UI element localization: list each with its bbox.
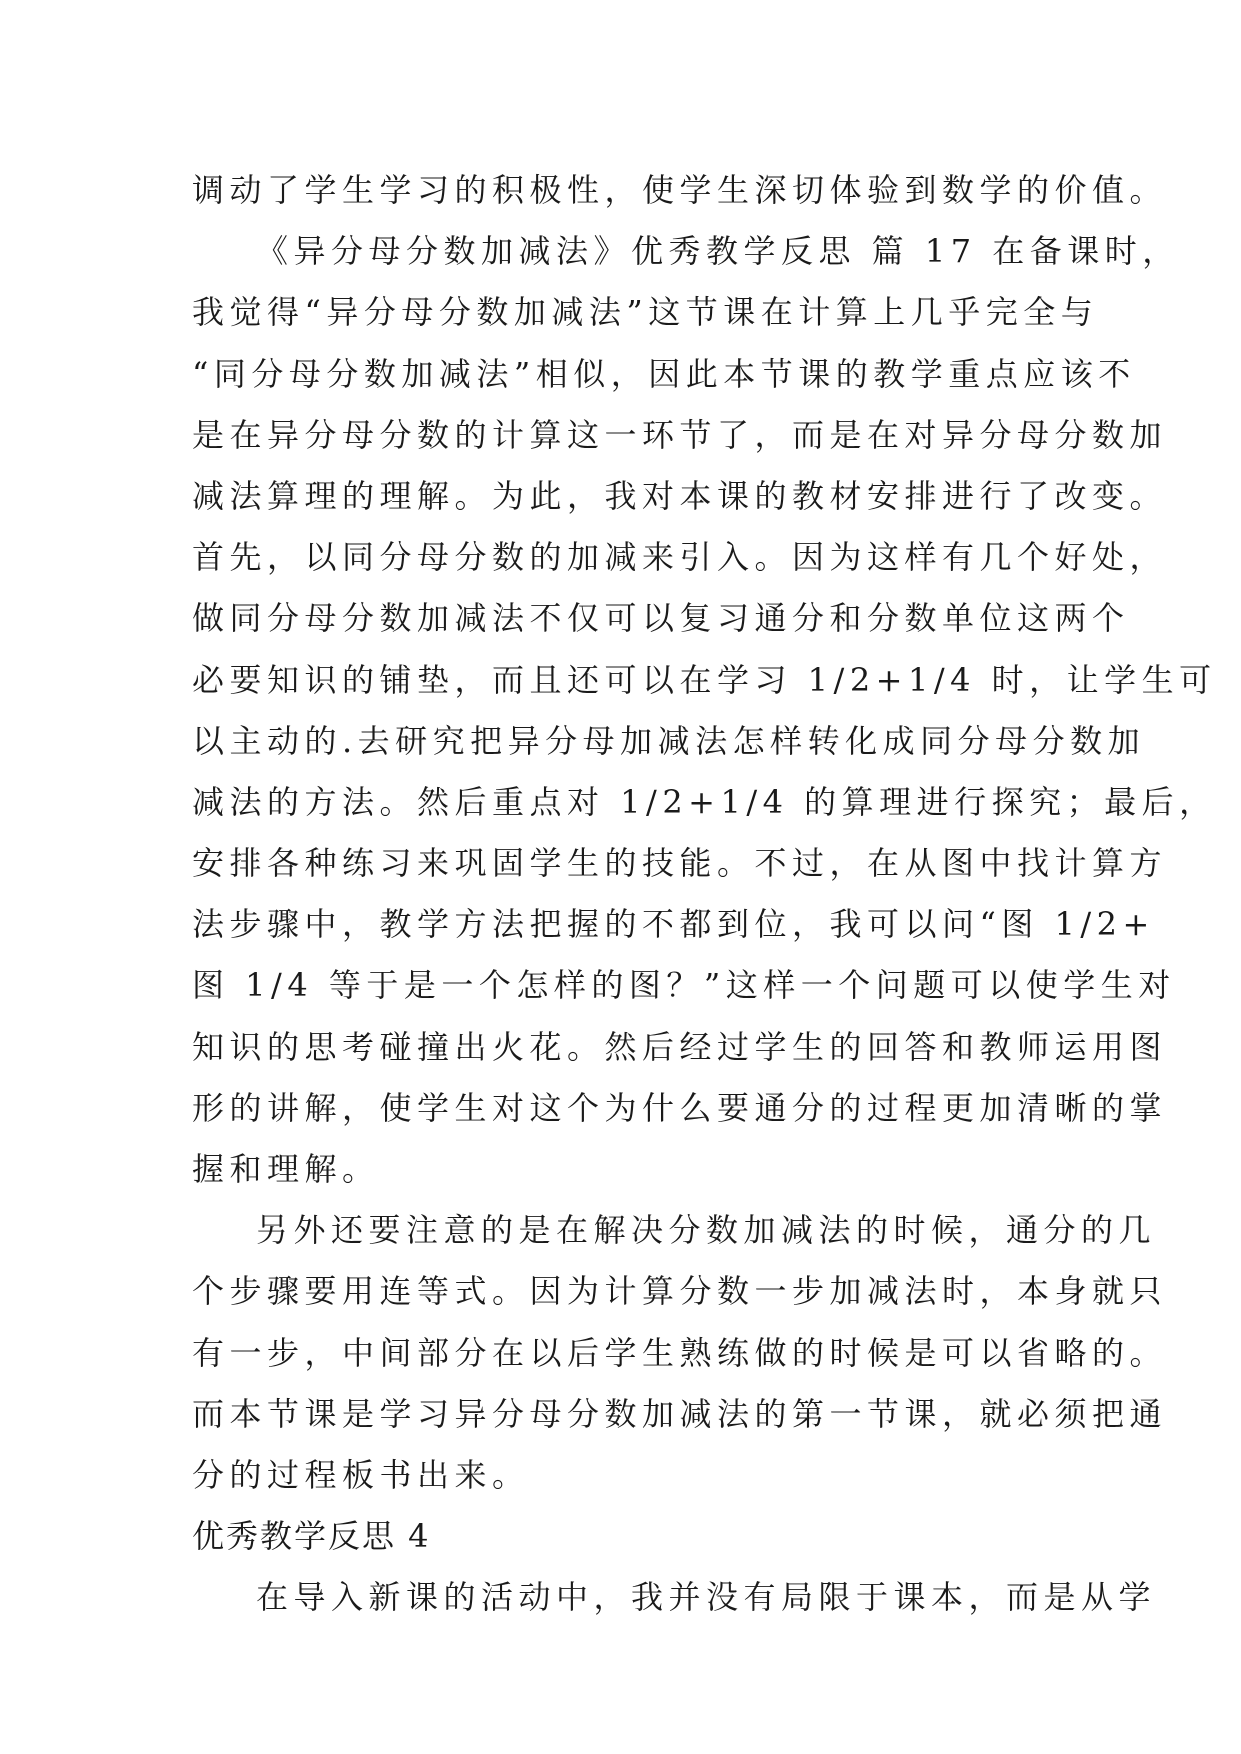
text-line: 安排各种练习来巩固学生的技能。不过，在从图中找计算方 [192, 844, 1168, 883]
text-line: 必要知识的铺垫，而且还可以在学习 1/2+1/4 时，让学生可 [192, 660, 1217, 699]
text-line: 以主动的.去研究把异分母加减法怎样转化成同分母分数加 [192, 721, 1146, 760]
text-line: 而本节课是学习异分母分数加减法的第一节课，就必须把通 [192, 1394, 1168, 1433]
text-line: 减法的方法。然后重点对 1/2+1/4 的算理进行探究；最后， [192, 782, 1217, 821]
text-line: 在导入新课的活动中，我并没有局限于课本，而是从学 [256, 1578, 1157, 1617]
text-line: 法步骤中，教学方法把握的不都到位，我可以问“图 1/2+ [192, 905, 1155, 944]
text-line: 《异分母分数加减法》优秀教学反思 篇 17 在备课时， [256, 232, 1180, 271]
text-line: 首先，以同分母分数的加减来引入。因为这样有几个好处， [192, 538, 1168, 577]
text-line: 另外还要注意的是在解决分数加减法的时候，通分的几 [256, 1211, 1157, 1250]
document-body [192, 160, 1217, 1629]
text-line: 调动了学生学习的积极性，使学生深切体验到数学的价值。 [192, 171, 1168, 209]
section-heading: 优秀教学反思 4 [192, 1517, 431, 1556]
text-line: 知识的思考碰撞出火花。然后经过学生的回答和教师运用图 [192, 1027, 1168, 1066]
text-line: 握和理解。 [192, 1150, 380, 1188]
text-line: 有一步，中间部分在以后学生熟练做的时候是可以省略的。 [192, 1333, 1168, 1372]
text-line: 形的讲解，使学生对这个为什么要通分的过程更加清晰的掌 [192, 1088, 1168, 1127]
text-line: 个步骤要用连等式。因为计算分数一步加减法时，本身就只 [192, 1272, 1168, 1311]
text-line: 是在异分母分数的计算这一环节了，而是在对异分母分数加 [192, 415, 1168, 454]
text-line: 图 1/4 等于是一个怎样的图？”这样一个问题可以使学生对 [192, 966, 1176, 1005]
text-line: 减法算理的理解。为此，我对本课的教材安排进行了改变。 [192, 476, 1168, 515]
text-line: 分的过程板书出来。 [192, 1455, 530, 1494]
text-line: 做同分母分数加减法不仅可以复习通分和分数单位这两个 [192, 599, 1130, 638]
text-line: “同分母分数加减法”相似，因此本节课的教学重点应该不 [192, 354, 1136, 393]
text-line: 我觉得“异分母分数加减法”这节课在计算上几乎完全与 [192, 293, 1099, 332]
